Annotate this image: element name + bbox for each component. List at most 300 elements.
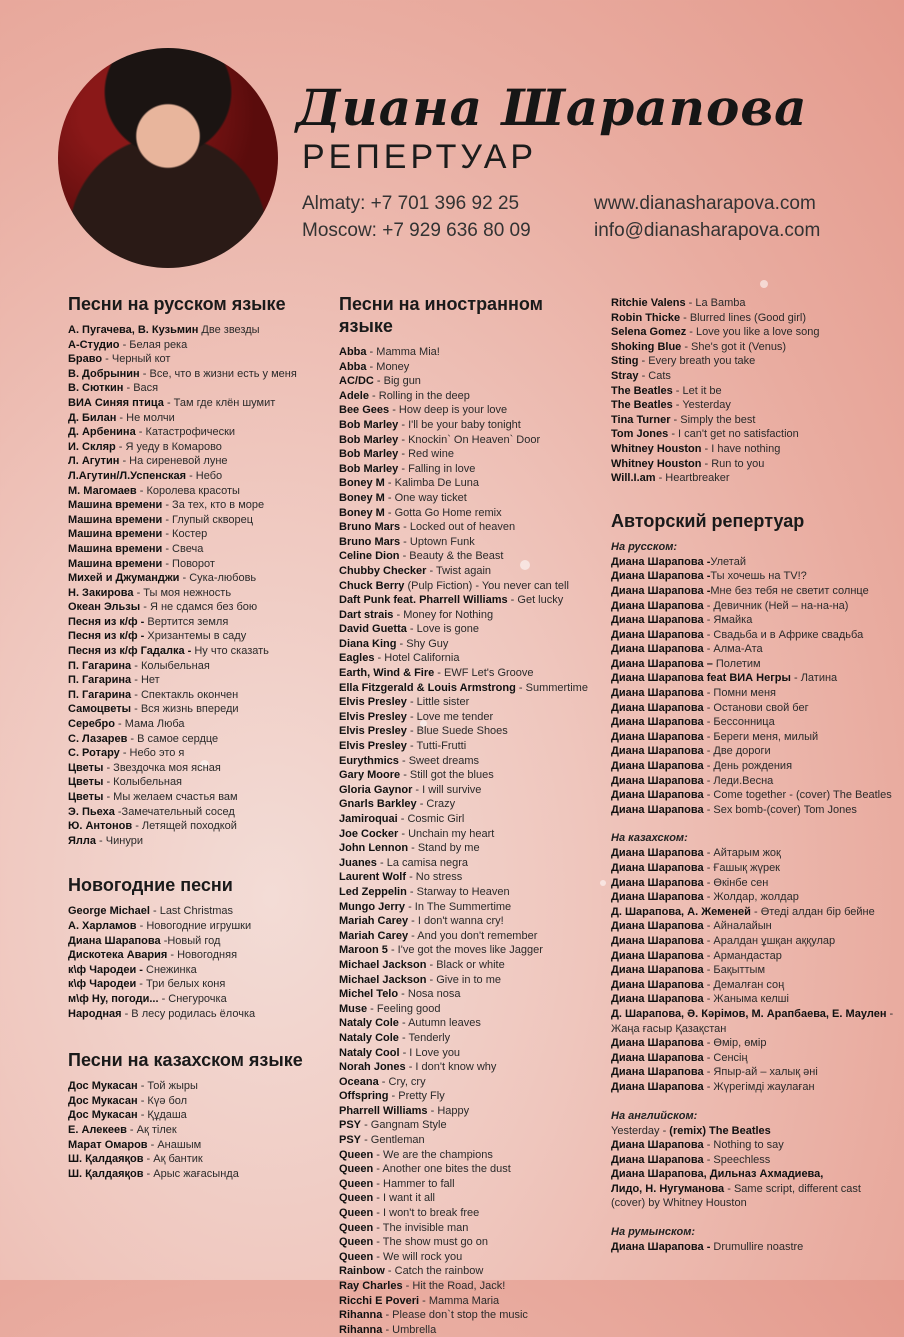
song-title: - I don't know why [405, 1061, 497, 1074]
song-title: - Колыбельная [131, 659, 210, 672]
song-line [339, 1104, 599, 1119]
song-line [611, 457, 901, 472]
artist-name: Oceana [339, 1075, 379, 1088]
song-line [611, 744, 901, 759]
artist-name: к\ф Чародеи - [68, 963, 143, 976]
artist-name: Whitney Houston [611, 442, 702, 455]
artist-name: Bee Gees [339, 404, 390, 417]
song-title: -Замечательный сосед [114, 805, 235, 818]
song-title: - Blue Suede Shoes [406, 725, 508, 738]
song-title: - Небо [186, 469, 223, 482]
song-line [611, 369, 901, 384]
song-title: - Летящей походкой [132, 820, 237, 833]
song-title: - Сука-любовь [179, 572, 257, 585]
song-title: - Stand by me [408, 842, 480, 855]
song-line [339, 943, 599, 958]
song-line [339, 1016, 599, 1031]
song-title: - Cry, cry [378, 1075, 426, 1088]
song-title: (Pulp Fiction) - You never can tell [404, 579, 569, 592]
song-line [339, 403, 599, 418]
avatar [58, 48, 278, 268]
song-title: - Бессонница [703, 716, 775, 729]
song-line [339, 520, 599, 535]
song-line [611, 686, 901, 701]
song-line [68, 1108, 308, 1123]
song-title: - Money [366, 360, 410, 373]
song-line [68, 484, 308, 499]
song-line [339, 593, 599, 608]
song-title: - Армандастар [703, 949, 782, 962]
artist-name: Maroon 5 [339, 944, 388, 957]
artist-name: Muse [339, 1002, 368, 1015]
artist-name: Марат Омаров [68, 1138, 148, 1151]
song-line [339, 754, 599, 769]
phone-moscow: Moscow: +7 929 636 80 09 [302, 220, 531, 241]
song-line [68, 396, 308, 411]
artist-name: Диана Шарапова [611, 687, 704, 700]
song-line [68, 1138, 308, 1153]
song-line [68, 1152, 308, 1167]
song-line [611, 1007, 901, 1022]
artist-name: David Guetta [339, 623, 407, 636]
song-line [68, 904, 308, 919]
song-title: - Аралдан ұшқан аққулар [703, 934, 836, 947]
song-line [68, 934, 308, 949]
song-title: - Новогодняя [167, 949, 238, 962]
artist-name: Stray [611, 369, 639, 382]
song-line [68, 469, 308, 484]
section-title-kazakh: Песни на казахском языке [68, 1050, 303, 1071]
song-title: - Мама Люба [115, 718, 185, 731]
song-line [611, 311, 901, 326]
artist-name: Whitney Houston [611, 457, 702, 470]
song-list-foreign-continued [611, 296, 901, 486]
song-title: - В самое сердце [127, 732, 219, 745]
artist-name: Диана Шарапова [611, 847, 704, 860]
song-title: - Come together - (cover) The Beatles [703, 789, 892, 802]
page-subtitle: РЕПЕРТУАР [302, 138, 538, 176]
song-title: - She's got it (Venus) [681, 340, 787, 353]
artist-name: Ш. Қалдаяқов [68, 1167, 144, 1180]
song-title: - Айналайын [703, 920, 772, 933]
song-line [339, 987, 599, 1002]
song-title: Ну что сказать [191, 645, 269, 658]
song-title: Улетай [710, 555, 746, 568]
song-line [611, 949, 901, 964]
song-title: - Құдаша [137, 1109, 187, 1122]
song-line [611, 1022, 901, 1037]
song-line [611, 1182, 901, 1197]
song-title: Drumullire noastre [710, 1241, 804, 1254]
artist-name: Gloria Gaynor [339, 783, 413, 796]
song-title: - Вся жизнь впереди [131, 703, 239, 716]
song-title: - Another one bites the dust [373, 1163, 511, 1176]
artist-name: Диана Шарапова – [611, 657, 716, 670]
email-link[interactable]: info@dianasharapova.com [594, 220, 821, 241]
artist-name: С. Ротару [68, 747, 120, 760]
song-title: - Starway to Heaven [406, 885, 510, 898]
artist-name: Диана Шарапова - [611, 1241, 711, 1254]
artist-name: Laurent Wolf [339, 871, 407, 884]
artist-name: Диана Шарапова [611, 876, 704, 889]
artist-name: Диана Шарапова [611, 789, 704, 802]
song-line [339, 958, 599, 973]
song-title: - Autumn leaves [398, 1017, 481, 1030]
song-title: - Там где клён шумит [163, 396, 276, 409]
song-title: - Япыр-ай – халық әні [703, 1066, 818, 1079]
artist-name: The Beatles [611, 399, 673, 412]
song-line [68, 629, 308, 644]
song-title: - Still got the blues [400, 769, 494, 782]
song-line [339, 695, 599, 710]
song-line [68, 688, 308, 703]
song-title: Две звезды [198, 324, 260, 336]
artist-name: Elvis Presley [339, 725, 407, 738]
song-line [339, 973, 599, 988]
song-title: - Өкінбе сен [703, 876, 769, 889]
song-line [68, 454, 308, 469]
song-line [68, 659, 308, 674]
song-line [339, 1148, 599, 1163]
artist-name: Диана Шарапова [611, 1153, 704, 1166]
page-title: Диана Шарапова [296, 78, 808, 137]
song-line [68, 963, 308, 978]
artist-name: Диана Шарапова [611, 716, 704, 729]
artist-name: Ray Charles [339, 1280, 403, 1292]
artist-name: В. Сюткин [68, 382, 124, 395]
song-title: - I Love you [399, 1046, 461, 1059]
song-title: - Shy Guy [396, 637, 449, 650]
song-title: - Hit the Road, Jack! [402, 1280, 506, 1292]
song-title: - Speechless [703, 1153, 771, 1166]
language-subheading: На казахском: [611, 832, 688, 845]
song-title: - Вася [123, 382, 159, 395]
song-line [611, 978, 901, 993]
artist-name: Queen [339, 1221, 374, 1234]
song-line [339, 666, 599, 681]
section-title-russian: Песни на русском языке [68, 294, 286, 314]
artist-name: Ritchie Valens [611, 297, 686, 309]
artist-name: Queen [339, 1250, 374, 1263]
artist-name: Диана Шарапова [611, 1139, 704, 1152]
song-line [611, 340, 901, 355]
song-title: - Нет [131, 674, 160, 687]
song-line [68, 425, 308, 440]
sparkle [600, 880, 606, 886]
song-title: - Снегурочка [158, 992, 227, 1005]
song-line [68, 761, 308, 776]
song-line [68, 717, 308, 732]
song-line [68, 411, 308, 426]
song-line [611, 569, 901, 584]
artist-name: Tom Jones [611, 428, 669, 441]
artist-name: Robin Thicke [611, 311, 681, 324]
song-title: - Twist again [426, 564, 492, 577]
artist-name: Ricchi E Poveri [339, 1294, 420, 1307]
song-line [339, 608, 599, 623]
song-line [339, 797, 599, 812]
artist-name: Jamiroquai [339, 813, 398, 825]
artist-name: Песня из к/ф Гадалка - [68, 645, 192, 658]
song-title: - The show must go on [373, 1236, 488, 1249]
song-line [339, 812, 599, 827]
song-line [339, 1235, 599, 1250]
artist-name: Н. Закирова [68, 586, 134, 599]
song-line [339, 579, 599, 594]
song-title: - Unchain my heart [398, 827, 495, 840]
song-title: - Свадьба и в Африке свадьба [703, 628, 864, 641]
song-line [339, 900, 599, 915]
song-line [339, 856, 599, 871]
song-title: - I will survive [412, 783, 482, 796]
artist-name: Chuck Berry [339, 579, 405, 592]
artist-name: к\ф Чародеи [68, 978, 137, 991]
song-line [339, 1308, 599, 1323]
artist-name: П. Гагарина [68, 674, 132, 687]
song-line [339, 1118, 599, 1133]
artist-name: Abba [339, 346, 367, 358]
artist-name: Диана Шарапова [611, 949, 704, 962]
song-title: - Айтарым жоқ [703, 847, 781, 860]
song-title: - Береги меня, милый [703, 730, 819, 743]
song-line [339, 827, 599, 842]
artist-name: Диана Шарапова [611, 701, 704, 714]
song-line [68, 381, 308, 396]
song-line [339, 1162, 599, 1177]
artist-name: ВИА Синяя птица [68, 396, 164, 409]
song-title: - День рождения [703, 760, 793, 773]
song-title: - Ты моя нежность [133, 586, 232, 599]
song-title: - I've got the moves like Jagger [387, 944, 543, 957]
song-title: - Свеча [162, 542, 204, 555]
song-line [611, 788, 901, 803]
phone-almaty: Almaty: +7 701 396 92 25 [302, 193, 520, 214]
artist-name: Диана Шарапова [611, 643, 704, 656]
artist-name: Диана Шарапова, Дильназ Ахмадиева, [611, 1168, 824, 1181]
artist-name: Д. Шарапова, Ә. Кәрімов, М. Арапбаева, Е. Маулен [611, 1007, 887, 1020]
song-line [611, 413, 901, 428]
song-title: - I can't get no satisfaction [668, 428, 799, 441]
song-title: - Алма-Ата [703, 643, 763, 656]
artist-name: И. Скляр [68, 440, 116, 453]
artist-name: Joe Cocker [339, 827, 399, 840]
artist-name: Л. Агутин [68, 455, 120, 468]
song-line [611, 628, 901, 643]
song-title: Хризантемы в саду [144, 630, 247, 643]
song-title: - Жолдар, жолдар [703, 891, 799, 904]
artist-name: Pharrell Williams [339, 1104, 428, 1117]
song-title: - Let it be [672, 384, 722, 397]
song-line [68, 600, 308, 615]
artist-name: М. Магомаев [68, 484, 137, 497]
song-title: - Love is gone [406, 623, 480, 636]
song-title: - Every breath you take [638, 355, 756, 368]
song-title: - I have nothing [701, 442, 781, 455]
artist-name: Mariah Carey [339, 915, 409, 928]
song-line [611, 992, 901, 1007]
column-right [611, 296, 901, 1255]
song-line [339, 1279, 599, 1294]
song-line [339, 374, 599, 389]
song-title: Вертится земля [144, 615, 229, 628]
song-title: - Same script, different cast [724, 1182, 861, 1195]
song-line [611, 701, 901, 716]
artist-name: Norah Jones [339, 1061, 406, 1074]
language-subheading: На русском: [611, 540, 677, 553]
song-title: - Yesterday [672, 399, 731, 412]
song-title: - Демалған соң [703, 978, 785, 991]
song-line [611, 919, 901, 934]
song-title: - Не молчи [116, 411, 175, 424]
song-line [68, 571, 308, 586]
song-line [339, 651, 599, 666]
song-line [68, 542, 308, 557]
song-title: - Hotel California [374, 652, 460, 665]
song-line [339, 1250, 599, 1265]
song-title: - Catch the rainbow [384, 1265, 484, 1278]
song-line [611, 555, 901, 570]
song-line [68, 1123, 308, 1138]
song-line [339, 870, 599, 885]
artist-name: AC/DC [339, 375, 374, 388]
artist-name: Д. Билан [68, 411, 117, 424]
song-line [339, 1002, 599, 1017]
artist-name: Народная [68, 1007, 122, 1020]
song-line [611, 471, 901, 486]
song-title: Снежинка [142, 963, 197, 976]
song-title: - Uptown Funk [400, 535, 475, 548]
artist-name: Offspring [339, 1090, 389, 1103]
artist-name: Диана Шарапова feat ВИА Негры [611, 672, 791, 685]
song-title: -Новый год [160, 934, 221, 947]
song-title: - We are the champions [373, 1148, 493, 1161]
section-title-author: Авторский репертуар [611, 510, 805, 531]
artist-name: С. Лазарев [68, 732, 128, 745]
section-title-foreign: Песни на иностранном языке [339, 294, 543, 336]
song-title: - Give in to me [426, 973, 502, 986]
song-line [611, 1240, 901, 1255]
song-title: - The invisible man [373, 1221, 469, 1234]
artist-name: Диана Шарапова [611, 978, 704, 991]
artist-name: Queen [339, 1148, 374, 1161]
artist-name: Диана Шарапова [611, 730, 704, 743]
artist-name: Серебро [68, 718, 115, 731]
song-title: - Анашым [147, 1138, 202, 1151]
artist-name: Chubby Checker [339, 564, 427, 577]
song-line [68, 367, 308, 382]
song-title: - Мы желаем счастья вам [103, 791, 238, 803]
artist-name: Ella Fitzgerald & Louis Armstrong [339, 681, 516, 694]
song-title: Полетим [715, 657, 761, 670]
artist-name: Диана Шарапова [611, 964, 704, 977]
song-line [339, 447, 599, 462]
song-title: - Королева красоты [136, 484, 240, 497]
column-left [68, 293, 308, 1181]
artist-name: Boney M [339, 506, 385, 519]
song-title: - Please don`t stop the music [382, 1309, 528, 1322]
artist-name: А-Студио [68, 338, 120, 351]
song-line [611, 963, 901, 978]
song-line [611, 934, 901, 949]
artist-name: П. Гагарина [68, 659, 132, 672]
song-line [611, 354, 901, 369]
song-list-kazakh [68, 1079, 308, 1181]
artist-name: Queen [339, 1177, 374, 1190]
artist-name: PSY [339, 1119, 362, 1132]
artist-name: Nataly Cool [339, 1046, 400, 1059]
song-title: - Locked out of heaven [400, 521, 516, 534]
song-line [611, 642, 901, 657]
song-line [339, 389, 599, 404]
song-line [68, 586, 308, 601]
song-line [611, 774, 901, 789]
artist-name: Дос Мукасан [68, 1109, 138, 1122]
song-line [68, 352, 308, 367]
artist-name: Машина времени [68, 528, 163, 541]
artist-name: Bruno Mars [339, 535, 401, 548]
artist-name: Bob Marley [339, 433, 399, 446]
artist-name: м\ф Ну, погоди... [68, 992, 159, 1005]
artist-name: Э. Пьеха [68, 805, 115, 818]
song-title: - Feeling good [367, 1002, 441, 1015]
artist-name: Selena Gomez [611, 326, 687, 339]
song-line [339, 1133, 599, 1148]
song-title: - Run to you [701, 457, 765, 470]
column-middle [339, 293, 599, 1337]
artist-name: Boney M [339, 491, 385, 504]
artist-name: Дос Мукасан [68, 1094, 138, 1107]
song-title: - Белая река [119, 338, 188, 351]
song-title: - В лесу родилась ёлочка [121, 1007, 256, 1020]
song-line [339, 564, 599, 579]
song-line [611, 1167, 901, 1182]
song-title: - Жүрегімді жаулаған [703, 1080, 815, 1093]
artist-name: Диана Шарапова [611, 993, 704, 1006]
song-title: - Ақ бантик [143, 1153, 203, 1166]
song-line [68, 557, 308, 572]
song-title: - I'll be your baby tonight [398, 418, 521, 431]
song-title: - Костер [162, 528, 208, 541]
song-title: Мне без тебя не светит солнце [710, 584, 869, 597]
song-line [611, 1138, 901, 1153]
artist-name: П. Гагарина [68, 688, 132, 701]
song-line [339, 1060, 599, 1075]
song-line [339, 476, 599, 491]
website-link[interactable]: www.dianasharapova.com [594, 193, 816, 214]
song-line [339, 1177, 599, 1192]
artist-name: Е. Алекеев [68, 1123, 127, 1136]
song-line [339, 462, 599, 477]
song-title: - Big gun [373, 375, 421, 388]
artist-name: Диана Шарапова [611, 760, 704, 773]
song-title: - I won't to break free [373, 1207, 480, 1220]
song-line [68, 746, 308, 761]
song-title: - Жаныма келші [703, 993, 789, 1006]
language-subheading: На английском: [611, 1109, 698, 1122]
artist-name: Tina Turner [611, 413, 671, 426]
song-line [68, 977, 308, 992]
song-title: - Falling in love [398, 462, 476, 475]
song-line [611, 1196, 901, 1211]
song-line [611, 1065, 901, 1080]
song-title: - No stress [406, 871, 463, 884]
artist-name: Диана Шарапова [611, 1051, 704, 1064]
artist-name: Диана Шарапова - [611, 555, 711, 568]
artist-name: Eagles [339, 652, 375, 665]
song-title: - Cats [638, 369, 671, 382]
artist-name: Океан Эльзы [68, 601, 141, 614]
song-title: - Новогодние игрушки [136, 919, 252, 932]
